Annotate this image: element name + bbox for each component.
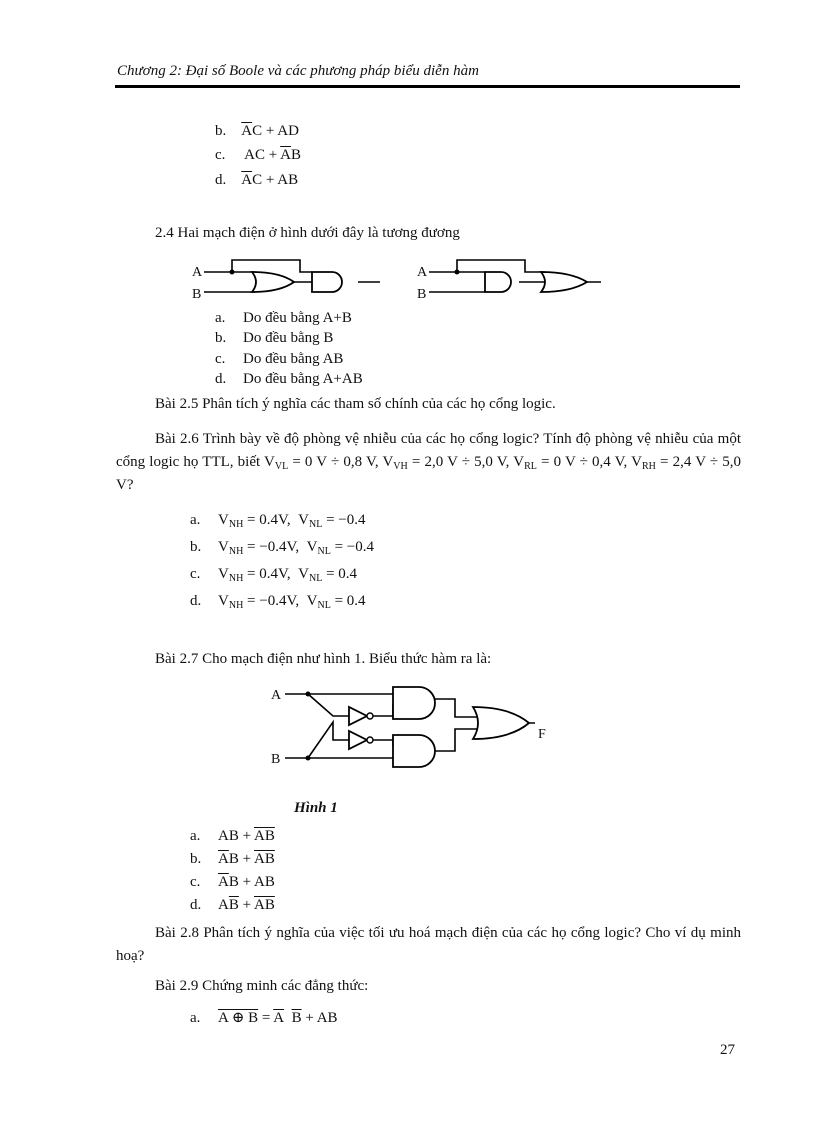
inverter-bubble <box>367 737 373 743</box>
output-f-label: F <box>538 727 546 742</box>
q24-circuit-left <box>192 260 380 302</box>
q24-option-d: d. Do đều bằng A+AB <box>215 371 363 387</box>
header-rule <box>115 85 740 88</box>
q26-option-d: d. $V_{NH} = -0.4V$, $V_{NL} = 0.4$ <box>190 593 366 611</box>
q27-circuit <box>265 683 565 773</box>
and-gate <box>485 272 511 292</box>
q23-option-c: c. AC + $\overline{A}B$ <box>215 147 302 163</box>
input-a-label: A <box>192 265 203 280</box>
q23-option-b: b. $\overline{A}C$ + AD <box>215 123 299 139</box>
q26-text: Bài 2.6 Trình bày về độ phòng vệ nhiễu của các họ cổng logic? Tính độ phòng vệ nhiễu của một cổng logic họ TTL, biết $V_{VL} = 0$ V ÷ 0,8 V, $V_{VH} = 2,0$ V ÷ 5,0 V, $V_{RL} = 0$ V ÷ 0,4 V, $V_{RH} = 2,4$ V ÷ 5,0 V? <box>116 431 742 493</box>
input-a-label: A <box>271 688 282 703</box>
or-gate <box>473 707 529 739</box>
junction-dot <box>306 756 311 761</box>
junction-dot <box>455 270 460 275</box>
q27-option-c: c. $\overline{A}B$ + AB <box>190 874 275 890</box>
q24-title: 2.4 Hai mạch điện ở hình dưới đây là tương đương <box>155 225 460 241</box>
or-gate <box>252 272 294 292</box>
q24-circuits <box>190 255 610 305</box>
q27-option-b: b. $\overline{A}B + \overline{AB}$ <box>190 851 275 867</box>
q25-text: Bài 2.5 Phân tích ý nghĩa các tham số chính của các họ cổng logic. <box>155 396 556 412</box>
junction-dot <box>306 692 311 697</box>
q29-option-a: a. A ⊕ $B = \overline{A}$ $\overline{B}$ + AB <box>190 1010 338 1026</box>
q24-option-a: a. Do đều bằng A+B <box>215 310 352 326</box>
q29-text: Bài 2.9 Chứng minh các đẳng thức: <box>155 978 369 994</box>
q28-text: Bài 2.8 Phân tích ý nghĩa của việc tối ưu hoá mạch điện của các họ cổng logic? Cho ví dụ minh hoạ? <box>116 925 741 964</box>
figure-caption: Hình 1 <box>294 800 338 816</box>
page-number: 27 <box>720 1042 735 1058</box>
not-gate <box>349 731 367 749</box>
q24-option-c: c. Do đều bằng AB <box>215 351 344 367</box>
and-gate <box>312 272 342 292</box>
q27-text: Bài 2.7 Cho mạch điện như hình 1. Biểu thức hàm ra là: <box>155 651 492 667</box>
input-b-label: B <box>271 752 281 767</box>
input-a-label: A <box>417 265 428 280</box>
or-gate <box>541 272 587 292</box>
and-gate <box>393 735 435 767</box>
chapter-header: Chương 2: Đại số Boole và các phương pháp biểu diễn hàm <box>117 63 479 79</box>
q24-option-b: b. Do đều bằng B <box>215 330 334 346</box>
q26-option-a: a. $V_{NH} = 0.4V$, $V_{NL} = -0.4$ <box>190 512 366 530</box>
q26-option-c: c. $V_{NH} = 0.4V$, $V_{NL} = 0.4$ <box>190 566 358 584</box>
q23-option-d: d. $\overline{A}C$ + AB <box>215 172 299 188</box>
and-gate <box>393 687 435 719</box>
junction-dot <box>230 270 235 275</box>
input-b-label: B <box>192 287 202 302</box>
q27-option-a: a. AB + $\overline{AB}$ <box>190 828 275 844</box>
q26-option-b: b. $V_{NH} = -0.4V$, $V_{NL} = -0.4$ <box>190 539 374 557</box>
input-b-label: B <box>417 287 427 302</box>
q24-circuit-right <box>417 260 601 302</box>
q27-option-d: d. $A\overline{B} + \overline{AB}$ <box>190 897 275 913</box>
not-gate <box>349 707 367 725</box>
inverter-bubble <box>367 713 373 719</box>
